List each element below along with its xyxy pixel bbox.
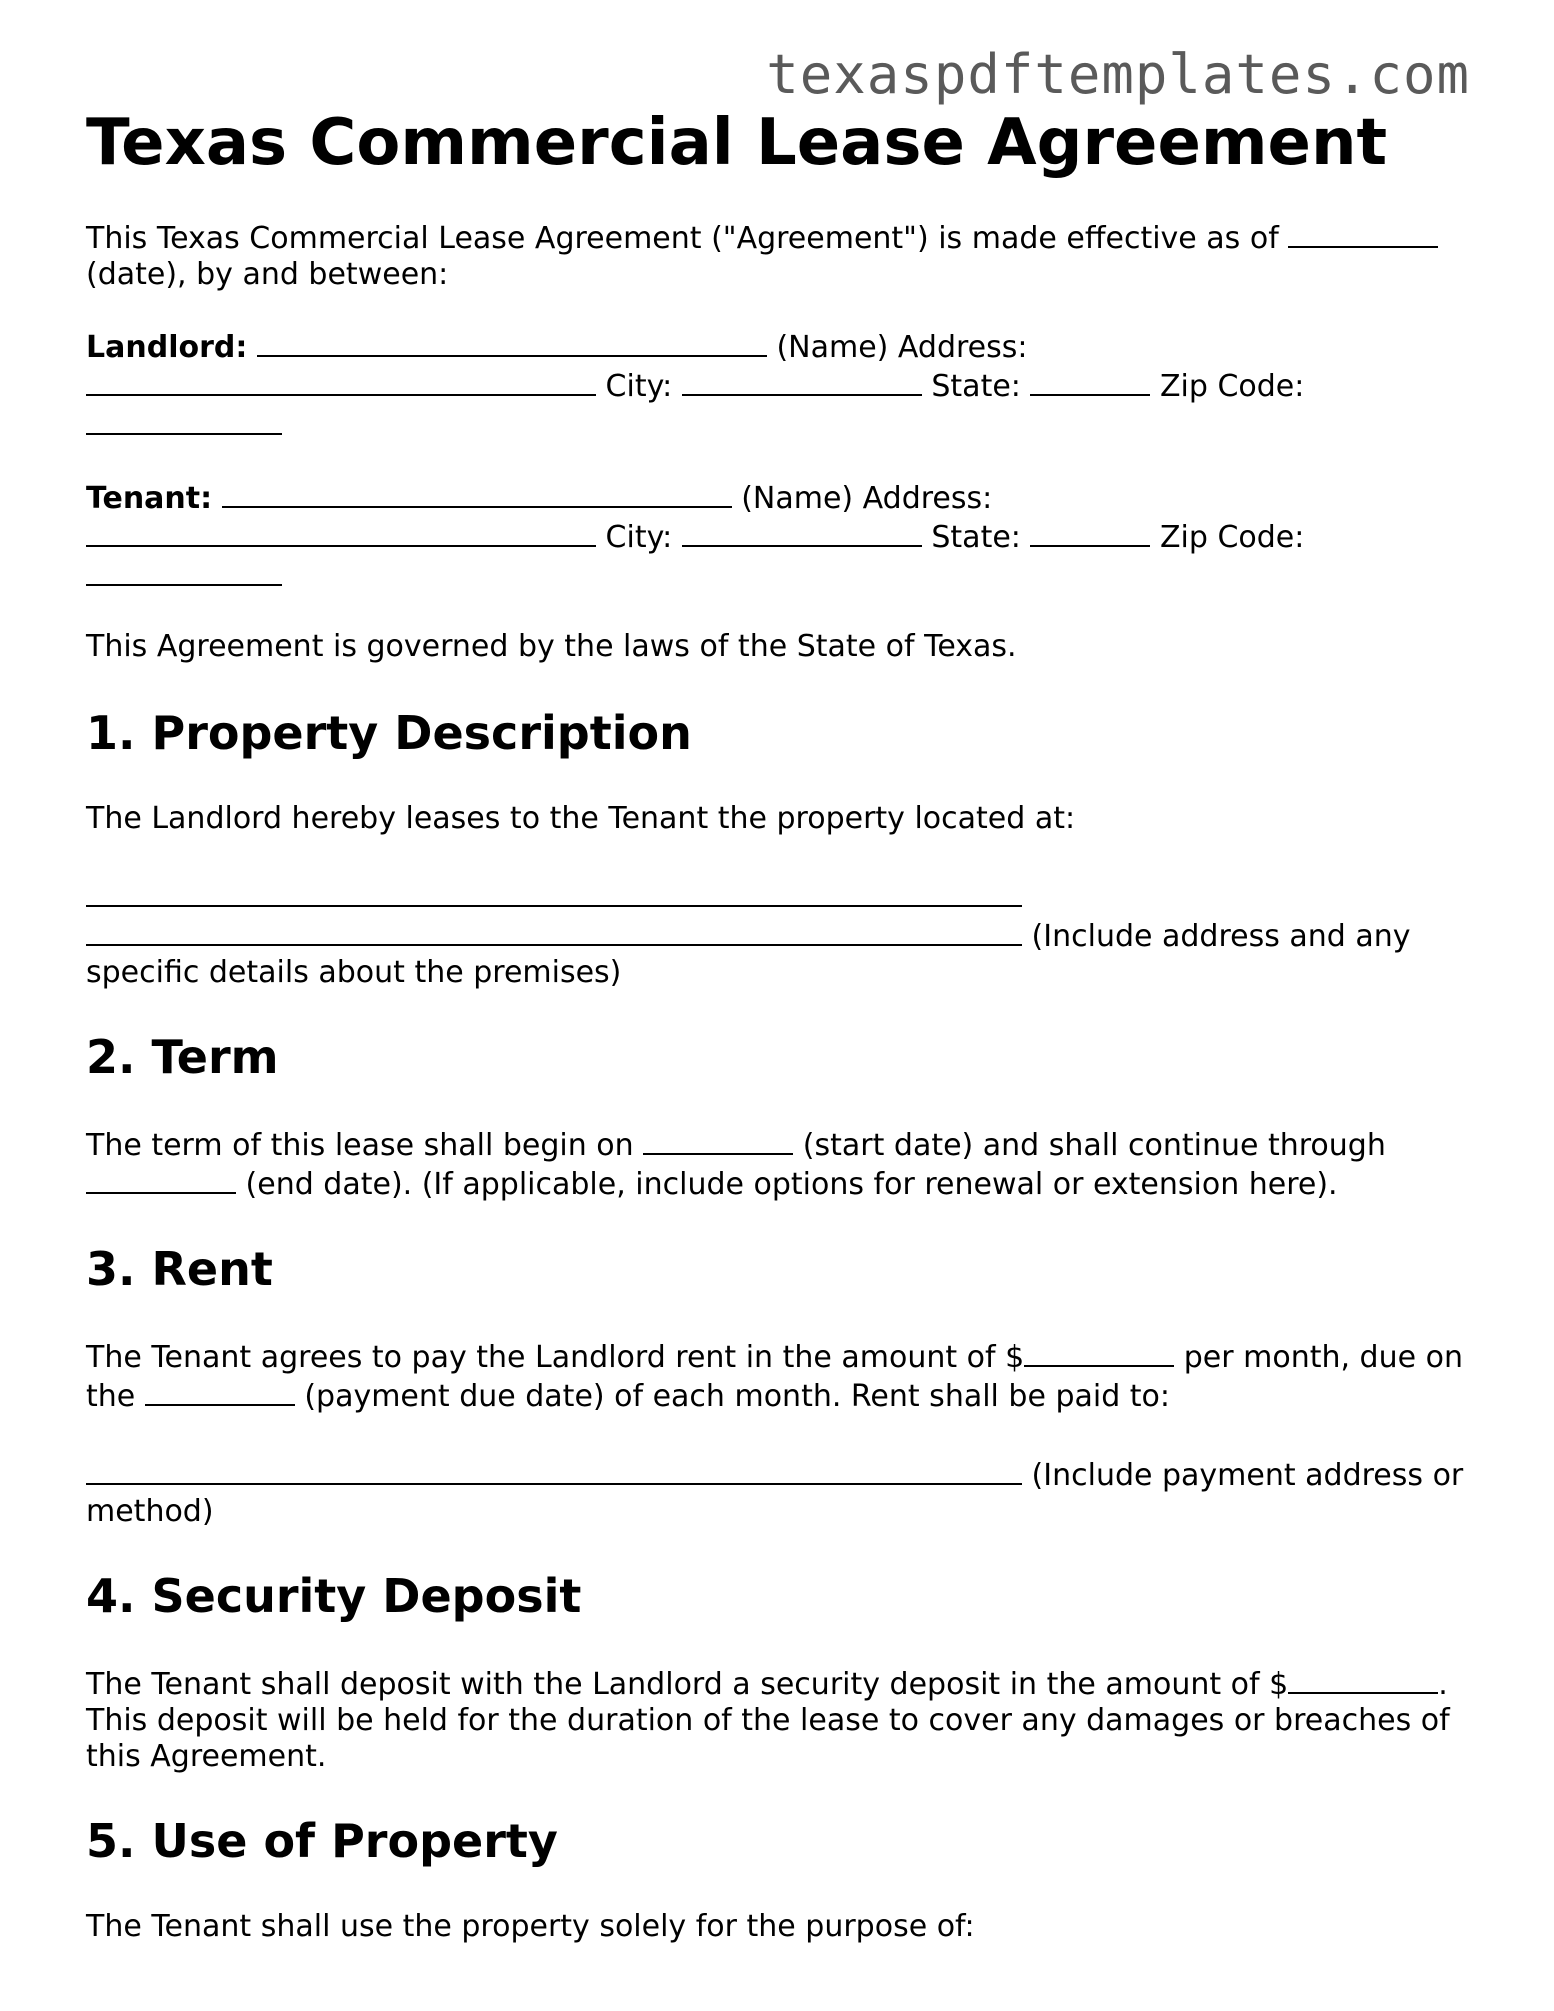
term-paragraph — [86, 1125, 1476, 1203]
intro-text: This Texas Commercial Lease Agreement ("Agreement") is made effective as of — [86, 221, 1279, 256]
term-text-2: (start date) and shall continue through — [802, 1128, 1386, 1163]
section-heading-use: 5. Use of Property — [86, 1814, 558, 1868]
tenant-state-label: State: — [931, 520, 1021, 555]
rent-payment-hint: (Include payment address or method) — [86, 1458, 1464, 1529]
use-text: The Tenant shall use the property solely for the purpose of: — [86, 1909, 975, 1944]
property-address-blank-2[interactable] — [86, 916, 1022, 946]
term-text-1: The term of this lease shall begin on — [86, 1128, 634, 1163]
term-start-date-blank[interactable] — [643, 1125, 793, 1155]
section-heading-rent: 3. Rent — [86, 1242, 273, 1296]
tenant-state-blank[interactable] — [1030, 517, 1150, 547]
deposit-amount-blank[interactable] — [1288, 1664, 1438, 1694]
watermark-text: texaspdftemplates.com — [766, 43, 1470, 106]
term-text-3: (end date). (If applicable, include options for renewal or extension here). — [245, 1167, 1338, 1202]
landlord-name-hint: (Name) Address: — [776, 330, 1028, 365]
tenant-label: Tenant: — [86, 481, 213, 516]
intro-paragraph — [86, 218, 1476, 293]
tenant-city-blank[interactable] — [682, 517, 922, 547]
deposit-text-1: The Tenant shall deposit with the Landlord a security deposit in the amount of $ — [86, 1667, 1289, 1702]
landlord-label: Landlord: — [86, 330, 248, 365]
tenant-zip-label: Zip Code: — [1160, 520, 1305, 555]
rent-text-3: (payment due date) of each month. Rent shall be paid to: — [304, 1379, 1171, 1414]
effective-date-blank[interactable] — [1288, 218, 1438, 248]
document-title: Texas Commercial Lease Agreement — [86, 106, 1388, 180]
landlord-zip-blank[interactable] — [86, 405, 282, 435]
rent-text-1: The Tenant agrees to pay the Landlord rent in the amount of $ — [86, 1340, 1025, 1375]
landlord-block — [86, 327, 1476, 444]
intro-text-end: (date), by and between: — [86, 257, 449, 292]
rent-due-date-blank[interactable] — [145, 1376, 295, 1406]
landlord-city-blank[interactable] — [682, 366, 922, 396]
governing-law-text: This Agreement is governed by the laws of the State of Texas. — [86, 629, 1017, 664]
tenant-name-blank[interactable] — [222, 478, 732, 508]
section-heading-term: 2. Term — [86, 1030, 279, 1084]
tenant-address-blank[interactable] — [86, 517, 596, 547]
term-end-date-blank[interactable] — [86, 1164, 236, 1194]
deposit-paragraph — [86, 1664, 1476, 1775]
rent-payment-blank[interactable] — [86, 1455, 1022, 1485]
landlord-name-blank[interactable] — [257, 327, 767, 357]
section-heading-property: 1. Property Description — [86, 706, 692, 760]
rent-text-2: per month, due on the — [86, 1340, 1463, 1414]
deposit-text-2: . This deposit will be held for the duration of the lease to cover any damages or breaches of this Agreement. — [86, 1667, 1450, 1774]
tenant-city-label: City: — [605, 520, 673, 555]
property-address-block — [86, 877, 1476, 991]
rent-amount-blank[interactable] — [1024, 1337, 1174, 1367]
landlord-city-label: City: — [605, 369, 673, 404]
tenant-name-hint: (Name) Address: — [741, 481, 993, 516]
property-address-hint: (Include address and any specific details about the premises) — [86, 919, 1411, 990]
property-address-blank-1[interactable] — [86, 877, 1022, 907]
document-body — [86, 218, 1476, 1945]
tenant-zip-blank[interactable] — [86, 556, 282, 586]
landlord-address-blank[interactable] — [86, 366, 596, 396]
rent-payment-block — [86, 1455, 1476, 1530]
property-intro-text: The Landlord hereby leases to the Tenant the property located at: — [86, 801, 1076, 836]
section-heading-deposit: 4. Security Deposit — [86, 1569, 582, 1623]
landlord-state-label: State: — [931, 369, 1021, 404]
rent-paragraph — [86, 1337, 1476, 1415]
tenant-block — [86, 478, 1476, 595]
landlord-state-blank[interactable] — [1030, 366, 1150, 396]
landlord-zip-label: Zip Code: — [1160, 369, 1305, 404]
